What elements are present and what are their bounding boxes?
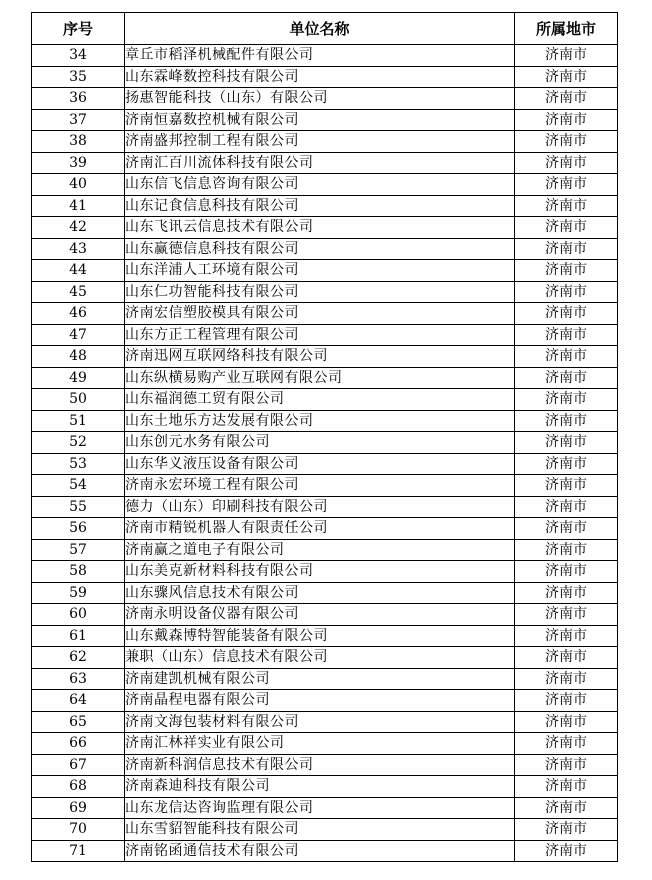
company-name-cell: 山东洋浦人工环境有限公司 — [125, 260, 515, 282]
table-row — [32, 303, 618, 325]
company-name-cell: 济南市精锐机器人有限责任公司 — [125, 518, 515, 540]
city-cell: 济南市 — [515, 840, 618, 862]
company-name-cell: 济南森迪科技有限公司 — [125, 776, 515, 798]
company-name-cell: 德力（山东）印刷科技有限公司 — [125, 496, 515, 518]
company-name-cell: 济南新科润信息技术有限公司 — [125, 754, 515, 776]
table-row — [32, 582, 618, 604]
company-name-cell: 山东戴森博特智能装备有限公司 — [125, 625, 515, 647]
company-name-cell: 济南永宏环境工程有限公司 — [125, 475, 515, 497]
company-name-cell: 山东雪貂智能科技有限公司 — [125, 819, 515, 841]
table-row — [32, 453, 618, 475]
serial-number-cell: 62 — [32, 647, 125, 669]
city-cell: 济南市 — [515, 453, 618, 475]
serial-number-cell: 36 — [32, 88, 125, 110]
company-name-cell: 扬惠智能科技（山东）有限公司 — [125, 88, 515, 110]
serial-number-cell: 34 — [32, 45, 125, 67]
city-cell: 济南市 — [515, 432, 618, 454]
company-name-cell: 山东赢德信息科技有限公司 — [125, 238, 515, 260]
city-cell: 济南市 — [515, 733, 618, 755]
company-name-cell: 山东骤风信息技术有限公司 — [125, 582, 515, 604]
table-row — [32, 496, 618, 518]
city-cell: 济南市 — [515, 690, 618, 712]
serial-number-cell: 59 — [32, 582, 125, 604]
company-name-cell: 山东霖峰数控科技有限公司 — [125, 66, 515, 88]
city-cell: 济南市 — [515, 45, 618, 67]
serial-number-cell: 65 — [32, 711, 125, 733]
city-cell: 济南市 — [515, 647, 618, 669]
city-cell: 济南市 — [515, 539, 618, 561]
table-row — [32, 754, 618, 776]
company-name-cell: 山东仁功智能科技有限公司 — [125, 281, 515, 303]
company-name-cell: 济南恒嘉数控机械有限公司 — [125, 109, 515, 131]
table-row — [32, 174, 618, 196]
serial-number-cell: 37 — [32, 109, 125, 131]
serial-number-cell: 68 — [32, 776, 125, 798]
city-cell: 济南市 — [515, 281, 618, 303]
company-list-table — [31, 12, 618, 862]
table-row — [32, 840, 618, 862]
table-row — [32, 819, 618, 841]
table-row — [32, 367, 618, 389]
table-body — [32, 45, 618, 862]
company-name-cell: 济南建凯机械有限公司 — [125, 668, 515, 690]
city-cell: 济南市 — [515, 66, 618, 88]
city-cell: 济南市 — [515, 410, 618, 432]
company-name-cell: 山东福润德工贸有限公司 — [125, 389, 515, 411]
table-row — [32, 410, 618, 432]
city-cell: 济南市 — [515, 367, 618, 389]
city-cell: 济南市 — [515, 604, 618, 626]
city-cell: 济南市 — [515, 109, 618, 131]
company-name-cell: 济南汇百川流体科技有限公司 — [125, 152, 515, 174]
company-name-cell: 山东飞讯云信息技术有限公司 — [125, 217, 515, 239]
serial-number-cell: 54 — [32, 475, 125, 497]
table-row — [32, 281, 618, 303]
city-cell: 济南市 — [515, 346, 618, 368]
city-cell: 济南市 — [515, 475, 618, 497]
company-name-cell: 济南宏信塑胶模具有限公司 — [125, 303, 515, 325]
serial-number-cell: 47 — [32, 324, 125, 346]
company-name-cell: 山东信飞信息咨询有限公司 — [125, 174, 515, 196]
table-row — [32, 346, 618, 368]
serial-number-cell: 40 — [32, 174, 125, 196]
company-name-cell: 济南晶程电器有限公司 — [125, 690, 515, 712]
table-row — [32, 711, 618, 733]
table-row — [32, 389, 618, 411]
table-row — [32, 561, 618, 583]
table-row — [32, 152, 618, 174]
table-row — [32, 66, 618, 88]
city-cell: 济南市 — [515, 582, 618, 604]
serial-number-cell: 63 — [32, 668, 125, 690]
city-cell: 济南市 — [515, 754, 618, 776]
serial-number-cell: 61 — [32, 625, 125, 647]
table-row — [32, 518, 618, 540]
table-row — [32, 647, 618, 669]
serial-number-cell: 57 — [32, 539, 125, 561]
serial-number-cell: 43 — [32, 238, 125, 260]
table-row — [32, 475, 618, 497]
table-row — [32, 797, 618, 819]
city-cell: 济南市 — [515, 131, 618, 153]
city-cell: 济南市 — [515, 819, 618, 841]
serial-number-cell: 44 — [32, 260, 125, 282]
serial-number-cell: 38 — [32, 131, 125, 153]
serial-number-cell: 45 — [32, 281, 125, 303]
serial-number-cell: 71 — [32, 840, 125, 862]
company-name-cell: 山东记食信息科技有限公司 — [125, 195, 515, 217]
table-row — [32, 88, 618, 110]
table-row — [32, 131, 618, 153]
company-name-cell: 山东华义液压设备有限公司 — [125, 453, 515, 475]
table-row — [32, 195, 618, 217]
serial-number-cell: 55 — [32, 496, 125, 518]
city-cell: 济南市 — [515, 389, 618, 411]
table-row — [32, 604, 618, 626]
serial-number-cell: 70 — [32, 819, 125, 841]
table-header-row — [32, 13, 618, 45]
serial-number-cell: 48 — [32, 346, 125, 368]
city-cell: 济南市 — [515, 174, 618, 196]
city-cell: 济南市 — [515, 561, 618, 583]
serial-number-cell: 39 — [32, 152, 125, 174]
city-cell: 济南市 — [515, 303, 618, 325]
city-cell: 济南市 — [515, 776, 618, 798]
city-cell: 济南市 — [515, 518, 618, 540]
company-name-cell: 兼职（山东）信息技术有限公司 — [125, 647, 515, 669]
table-row — [32, 539, 618, 561]
company-name-cell: 济南盛邦控制工程有限公司 — [125, 131, 515, 153]
company-name-cell: 济南铭函通信技术有限公司 — [125, 840, 515, 862]
city-cell: 济南市 — [515, 496, 618, 518]
header-city: 所属地市 — [515, 13, 618, 45]
city-cell: 济南市 — [515, 260, 618, 282]
company-name-cell: 山东创元水务有限公司 — [125, 432, 515, 454]
serial-number-cell: 60 — [32, 604, 125, 626]
serial-number-cell: 35 — [32, 66, 125, 88]
serial-number-cell: 51 — [32, 410, 125, 432]
table-row — [32, 776, 618, 798]
serial-number-cell: 58 — [32, 561, 125, 583]
city-cell: 济南市 — [515, 625, 618, 647]
table-row — [32, 690, 618, 712]
company-name-cell: 章丘市稻泽机械配件有限公司 — [125, 45, 515, 67]
company-name-cell: 山东纵横易购产业互联网有限公司 — [125, 367, 515, 389]
header-company-name: 单位名称 — [125, 13, 515, 45]
company-name-cell: 山东土地乐方达发展有限公司 — [125, 410, 515, 432]
header-serial-number: 序号 — [32, 13, 125, 45]
table-row — [32, 324, 618, 346]
company-name-cell: 济南文海包装材料有限公司 — [125, 711, 515, 733]
serial-number-cell: 46 — [32, 303, 125, 325]
table-row — [32, 733, 618, 755]
city-cell: 济南市 — [515, 88, 618, 110]
company-name-cell: 济南汇林祥实业有限公司 — [125, 733, 515, 755]
serial-number-cell: 42 — [32, 217, 125, 239]
table-row — [32, 625, 618, 647]
company-name-cell: 济南迅网互联网络科技有限公司 — [125, 346, 515, 368]
table-row — [32, 432, 618, 454]
serial-number-cell: 52 — [32, 432, 125, 454]
table-row — [32, 45, 618, 67]
serial-number-cell: 41 — [32, 195, 125, 217]
serial-number-cell: 53 — [32, 453, 125, 475]
city-cell: 济南市 — [515, 324, 618, 346]
company-name-cell: 济南永明设备仪器有限公司 — [125, 604, 515, 626]
table-row — [32, 217, 618, 239]
city-cell: 济南市 — [515, 711, 618, 733]
city-cell: 济南市 — [515, 195, 618, 217]
serial-number-cell: 69 — [32, 797, 125, 819]
city-cell: 济南市 — [515, 152, 618, 174]
serial-number-cell: 64 — [32, 690, 125, 712]
serial-number-cell: 67 — [32, 754, 125, 776]
company-name-cell: 山东美克新材料科技有限公司 — [125, 561, 515, 583]
table-row — [32, 109, 618, 131]
company-name-cell: 山东龙信达咨询监理有限公司 — [125, 797, 515, 819]
city-cell: 济南市 — [515, 668, 618, 690]
serial-number-cell: 66 — [32, 733, 125, 755]
city-cell: 济南市 — [515, 238, 618, 260]
serial-number-cell: 50 — [32, 389, 125, 411]
table-row — [32, 238, 618, 260]
company-name-cell: 山东方正工程管理有限公司 — [125, 324, 515, 346]
company-name-cell: 济南赢之道电子有限公司 — [125, 539, 515, 561]
serial-number-cell: 56 — [32, 518, 125, 540]
table-row — [32, 260, 618, 282]
table-row — [32, 668, 618, 690]
city-cell: 济南市 — [515, 217, 618, 239]
city-cell: 济南市 — [515, 797, 618, 819]
serial-number-cell: 49 — [32, 367, 125, 389]
